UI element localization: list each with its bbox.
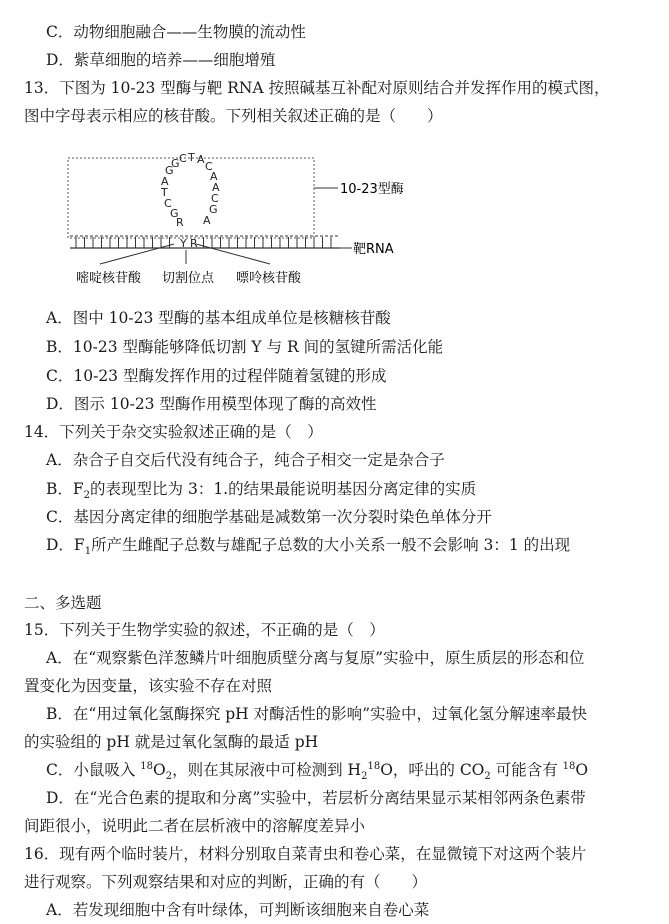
pyrimidine-pointer: [100, 244, 174, 264]
loop-letter: A: [197, 153, 205, 166]
q15-option-d-line2: 间距很小，说明此二者在层析液中的溶解度差异小: [24, 817, 366, 835]
q15-option-b-line1: B．在“用过氧化氢酶探究 pH 对酶活性的影响”实验中，过氧化氢分解速率最快: [46, 705, 588, 723]
q12-option-c: C．动物细胞融合——生物膜的流动性: [46, 23, 306, 41]
q16-option-a: A．若发现细胞中含有叶绿体，可判断该细胞来自卷心菜: [46, 901, 430, 919]
pyrimidine-label: 嘧啶核苷酸: [76, 271, 142, 286]
loop-letter: C: [211, 192, 219, 205]
loop-letter: A: [212, 181, 220, 194]
loop-letter: T: [161, 186, 168, 199]
q14-option-d: D．$F_1$所产生雌配子总数与雄配子总数的大小关系一般不会影响 3：1 的出现: [46, 536, 571, 558]
loop-letter: C: [205, 160, 213, 173]
cut-letter-r: R: [190, 237, 198, 250]
target-rna-label: 靶RNA: [353, 242, 394, 257]
purine-label: 嘌呤核苷酸: [236, 271, 302, 286]
q14-option-a: A．杂合子自交后代没有纯合子，纯合子相交一定是杂合子: [46, 451, 445, 469]
q13-option-c: C．10-23 型酶发挥作用的过程伴随着氢键的形成: [46, 367, 387, 385]
q13-option-a: A．图中 10-23 型酶的基本组成单位是核糖核苷酸: [46, 309, 391, 327]
q15-stem: 15．下列关于生物学实验的叙述，不正确的是（ ）: [24, 621, 385, 639]
q13-stem-line2: 图中字母表示相应的核苷酸。下列相关叙述正确的是（ ）: [24, 107, 443, 125]
enzyme-dashed-box: [68, 158, 314, 238]
q14-option-c: C．基因分离定律的细胞学基础是减数第一次分裂时染色单体分开: [46, 508, 492, 526]
q15-option-a-line1: A．在“观察紫色洋葱鳞片叶细胞质壁分离与复原”实验中，原生质层的形态和位: [46, 649, 585, 667]
enzyme-diagram: [40, 140, 460, 290]
loop-letter: G: [209, 203, 218, 216]
enzyme-label: 10-23型酶: [340, 182, 404, 197]
q15-option-c: C．小鼠吸入 $^{18}O_2$，则在其尿液中可检测到 $H_2^{18}O$，呼出的 $CO_2$ 可能含有 $^{18}$O: [46, 760, 589, 783]
q14-option-b: B．$F_2$的表现型比为 3：1.的结果最能说明基因分离定律的实质: [46, 480, 477, 502]
q16-stem-line2: 进行观察。下列观察结果和对应的判断，正确的有（ ）: [24, 873, 428, 891]
section-multiple-choice: 二、多选题: [24, 594, 102, 612]
loop-letter: R: [176, 216, 184, 229]
q16-stem-line1: 16．现有两个临时装片，材料分别取自菜青虫和卷心菜，在显微镜下对这两个装片: [24, 845, 587, 863]
loop-letter: G: [170, 207, 179, 220]
loop-letter: G: [171, 157, 180, 170]
q12-option-d: D．紫草细胞的培养——细胞增殖: [46, 51, 276, 69]
cut-site-label: 切割位点: [162, 271, 215, 286]
loop-letter: A: [203, 214, 211, 227]
loop-letter: G: [165, 164, 174, 177]
q15-option-d-line1: D．在“光合色素的提取和分离”实验中，若层析分离结果显示某相邻两条色素带: [46, 789, 586, 807]
q14-stem: 14．下列关于杂交实验叙述正确的是（ ）: [24, 423, 323, 441]
cut-letter-y: Y: [180, 237, 187, 250]
q15-option-a-line2: 置变化为因变量，该实验不存在对照: [24, 677, 273, 695]
loop-letter: C: [164, 197, 172, 210]
loop-letter: T: [188, 151, 195, 164]
loop-letter: A: [161, 175, 169, 188]
loop-letter: C: [179, 152, 187, 165]
q13-option-b: B．10-23 型酶能够降低切割 Y 与 R 间的氢键所需活化能: [46, 338, 444, 356]
q15-option-b-line2: 的实验组的 pH 就是过氧化氢酶的最适 pH: [24, 733, 319, 751]
q13-option-d: D．图示 10-23 型酶作用模型体现了酶的高效性: [46, 395, 377, 413]
q13-stem-line1: 13．下图为 10-23 型酶与靶 RNA 按照碱基互补配对原则结合并发挥作用的模式图，: [24, 79, 610, 97]
purine-pointer: [196, 244, 270, 264]
loop-letter: A: [210, 170, 218, 183]
